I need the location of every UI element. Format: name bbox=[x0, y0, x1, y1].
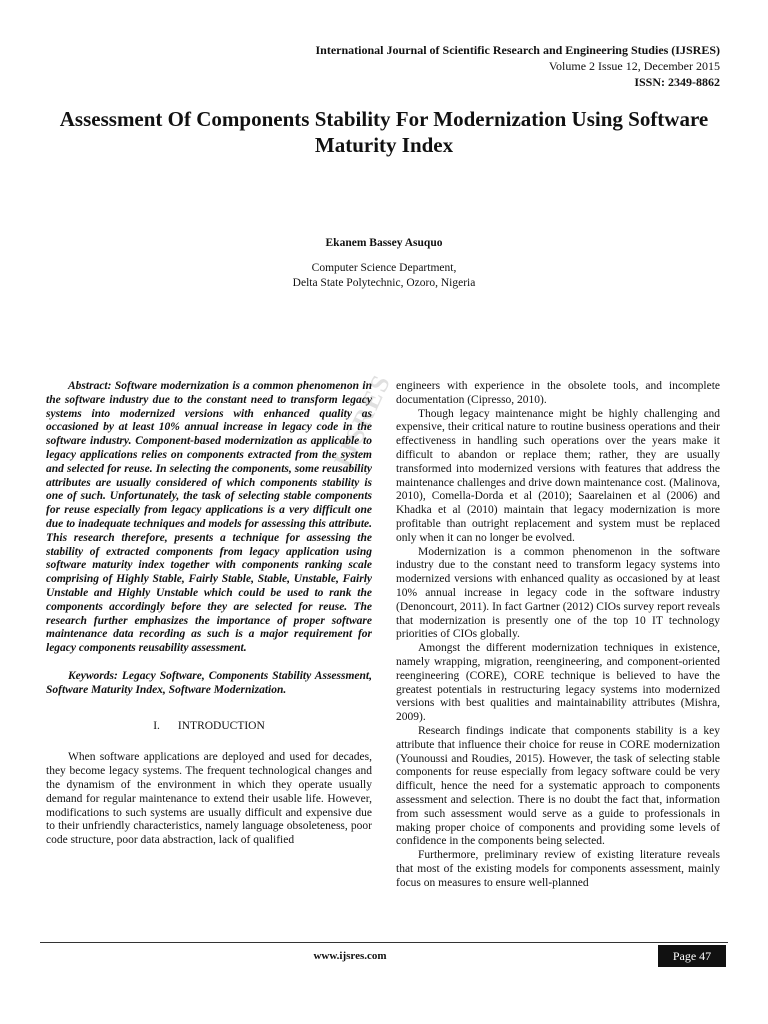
body-paragraph-2: Though legacy maintenance might be highly challenging and expensive, their critical nature to routine business operations and their effectiveness in handling such operations over the years make it difficult to abandon or replace them; rather, they are usually transformed into modernized versions with features that address the maintenance challenges and drive down maintenance cost. (Malinova, 2010), Comella-Dorda et al (2010); Saarelainen et al (2006) and Khadka et al (2010) maintain that legacy modernization is more profitable than outright replacement and system must be replaced only when it can no longer be evolved. bbox=[396, 407, 720, 544]
abstract bbox=[46, 380, 372, 656]
watermark: IJSRES bbox=[328, 369, 397, 473]
body-paragraph-1: engineers with experience in the obsolete tools, and incomplete documentation (Cipresso, 2010). bbox=[396, 380, 720, 406]
issn: ISSN: 2349-8862 bbox=[634, 75, 720, 89]
keywords: Keywords: Legacy Software, Components Stability Assessment, Software Maturity Index, Software Modernization. bbox=[46, 669, 372, 696]
footer-url: www.ijsres.com bbox=[313, 950, 387, 962]
journal-header bbox=[316, 42, 720, 90]
author-block bbox=[0, 236, 768, 291]
body-paragraph-3: Modernization is a common phenomenon in the software industry due to the constant need to transform legacy systems into modernized versions with enhanced quality as occasioned by at least 10% annual increase in legacy code in the software industry (Denoncourt, 2011). In fact Gartner (2012) CIOs survey report reveals that modernization is presently one of the top 10 IT technology priorities of CIOs globally. bbox=[396, 545, 720, 641]
intro-paragraph: When software applications are deployed and used for decades, they become legacy systems. The frequent technological changes and the dynamism of the environment in which they operate usually demand for regular maintenance to extend their usable life. However, modifications to such systems are usually difficult and expensive due to their unfriendly characteristics, namely language obsoleteness, poor code structure, poor data abstraction, lack of qualified bbox=[46, 751, 372, 847]
body-paragraph-6: Furthermore, preliminary review of existing literature reveals that most of the existing models for components assessment, mainly focus on measures to ensure well-planned bbox=[396, 849, 720, 889]
section-number: I. bbox=[153, 719, 160, 732]
volume-issue: Volume 2 Issue 12, December 2015 bbox=[548, 59, 720, 73]
journal-name: International Journal of Scientific Research and Engineering Studies (IJSRES) bbox=[315, 43, 720, 57]
body-paragraph-5: Research findings indicate that components stability is a key attribute that influence their choice for reuse in CORE modernization (Younoussi and Roudies, 2015). However, the task of selecting stable components for reuse especially from legacy software could be very difficult, hence the need for a systematic approach to components assessment and selection. There is no doubt the fact that, information from such assessment would serve as a guide to professionals in making proper choice of components and providing some levels of confidence in the components being selected. bbox=[396, 724, 720, 848]
page-number: Page 47 bbox=[658, 945, 726, 967]
body-paragraph-4: Amongst the different modernization techniques in existence, namely wrapping, migration, reengineering, and component-oriented reengineering (CORE), CORE technique is believed to have the greatest potentials in restructuring legacy systems into modernized versions with best qualities and maintainability attributes (Mishra, 2009). bbox=[396, 642, 720, 724]
section-title: INTRODUCTION bbox=[177, 719, 265, 732]
author-department: Computer Science Department, bbox=[311, 262, 457, 274]
author-name: Ekanem Bassey Asuquo bbox=[325, 237, 443, 249]
abstract-lead: Abstract: bbox=[68, 380, 112, 392]
abstract-text: Software modernization is a common phenomenon in the software industry due to the constant need to transform legacy systems into modernized versions with enhanced quality as occasioned by at least 10% annual increase in legacy code in the software industry. Component-based modernization as applicable to legacy applications relies on components extracted from the system and selected for reuse. In selecting the components, some reusability attributes are usually considered of which components stability is one of such. Unfortunately, the task of selecting stable components for reuse especially from legacy applications is a very difficult one due to inadequate techniques and models for assessing this attribute. This research therefore, presents a technique for assessing the stability of extracted components from legacy application using software maturity index together with components ranking scale comprising of Highly Stable, Fairly Stable, Stable, Unstable, Fairly Unstable and Highly Unstable which could be used to rank the components accordingly before they are selected for reuse. The research further emphasizes the importance of proper software maintenance data recording as such is a major requirement for legacy components reusability assessment. bbox=[46, 380, 373, 655]
right-column bbox=[396, 380, 720, 890]
author-institution: Delta State Polytechnic, Ozoro, Nigeria bbox=[292, 277, 476, 289]
left-column bbox=[46, 380, 372, 848]
section-heading bbox=[46, 720, 372, 734]
footer-divider bbox=[40, 942, 728, 943]
paper-title: Assessment Of Components Stability For Modernization Using Software Maturity Index bbox=[59, 107, 709, 157]
